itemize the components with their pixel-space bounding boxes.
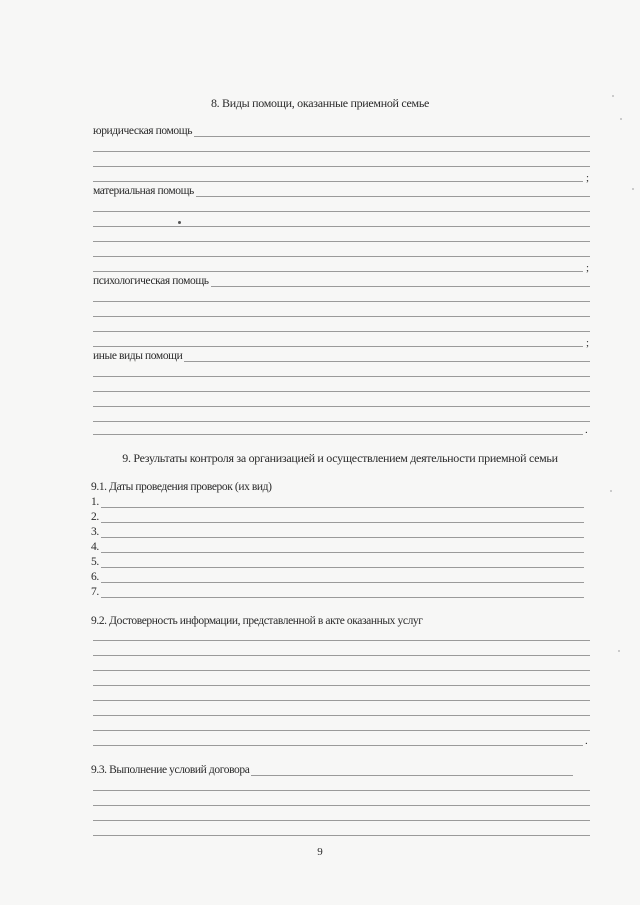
s93-line-3 — [93, 805, 590, 806]
s92-line-4 — [93, 685, 590, 686]
s92-line-5 — [93, 700, 590, 701]
other-line-2 — [93, 376, 590, 377]
psych-line-4 — [93, 331, 590, 332]
other-label: иные виды помощи — [93, 350, 183, 362]
material-line-5 — [93, 256, 590, 257]
material-semicolon: ; — [586, 262, 590, 274]
psych-label: психологическая помощь — [93, 275, 209, 287]
s92-line-1 — [93, 640, 590, 641]
section-9-title: 9. Результаты контроля за организацией и осуществлением деятельности приемной семьи — [122, 451, 558, 465]
date-number-7: 7. — [91, 586, 99, 598]
s92-line-6 — [93, 715, 590, 716]
s92-line-7 — [93, 730, 590, 731]
date-line-4 — [101, 552, 584, 553]
other-line-4 — [93, 406, 590, 407]
s91-label: 9.1. Даты проведения проверок (их вид) — [91, 481, 272, 493]
legal-semicolon: ; — [586, 172, 590, 184]
psych-line-3 — [93, 316, 590, 317]
date-line-6 — [101, 582, 584, 583]
s93-line-2 — [93, 790, 590, 791]
date-number-2: 2. — [91, 511, 99, 523]
s93-label: 9.3. Выполнение условий договора — [91, 764, 250, 776]
date-line-1 — [101, 507, 584, 508]
psych-semicolon: ; — [586, 337, 590, 349]
date-line-7 — [101, 597, 584, 598]
scan-speck — [178, 221, 181, 224]
date-line-5 — [101, 567, 584, 568]
scan-speck — [618, 650, 620, 652]
scan-speck — [632, 188, 634, 190]
section-8-title: 8. Виды помощи, оказанные приемной семье — [210, 96, 430, 110]
s93-line-4 — [93, 820, 590, 821]
material-line-6 — [93, 271, 583, 272]
legal-label: юридическая помощь — [93, 125, 193, 137]
legal-line-3 — [93, 166, 590, 167]
scan-speck — [612, 95, 614, 97]
scan-speck — [610, 490, 612, 492]
date-number-1: 1. — [91, 496, 99, 508]
legal-line-2 — [93, 151, 590, 152]
page-number: 9 — [317, 846, 323, 858]
psych-line-2 — [93, 301, 590, 302]
s92-line-2 — [93, 655, 590, 656]
date-number-4: 4. — [91, 541, 99, 553]
s92-period: . — [585, 735, 588, 747]
material-line-4 — [93, 241, 590, 242]
legal-line-4 — [93, 181, 583, 182]
other-line-6 — [93, 434, 583, 435]
s92-label: 9.2. Достоверность информации, представленной в акте оказанных услуг — [91, 615, 423, 627]
scan-speck — [620, 118, 622, 120]
other-period: . — [585, 424, 588, 436]
s92-line-3 — [93, 670, 590, 671]
s92-line-8 — [93, 745, 583, 746]
psych-line-5 — [93, 346, 583, 347]
material-label: материальная помощь — [93, 185, 194, 197]
s93-line-5 — [93, 835, 590, 836]
material-line-3 — [93, 226, 590, 227]
date-number-6: 6. — [91, 571, 99, 583]
material-line-2 — [93, 211, 590, 212]
date-number-3: 3. — [91, 526, 99, 538]
date-number-5: 5. — [91, 556, 99, 568]
date-line-2 — [101, 522, 584, 523]
date-line-3 — [101, 537, 584, 538]
other-line-3 — [93, 391, 590, 392]
other-line-5 — [93, 421, 590, 422]
